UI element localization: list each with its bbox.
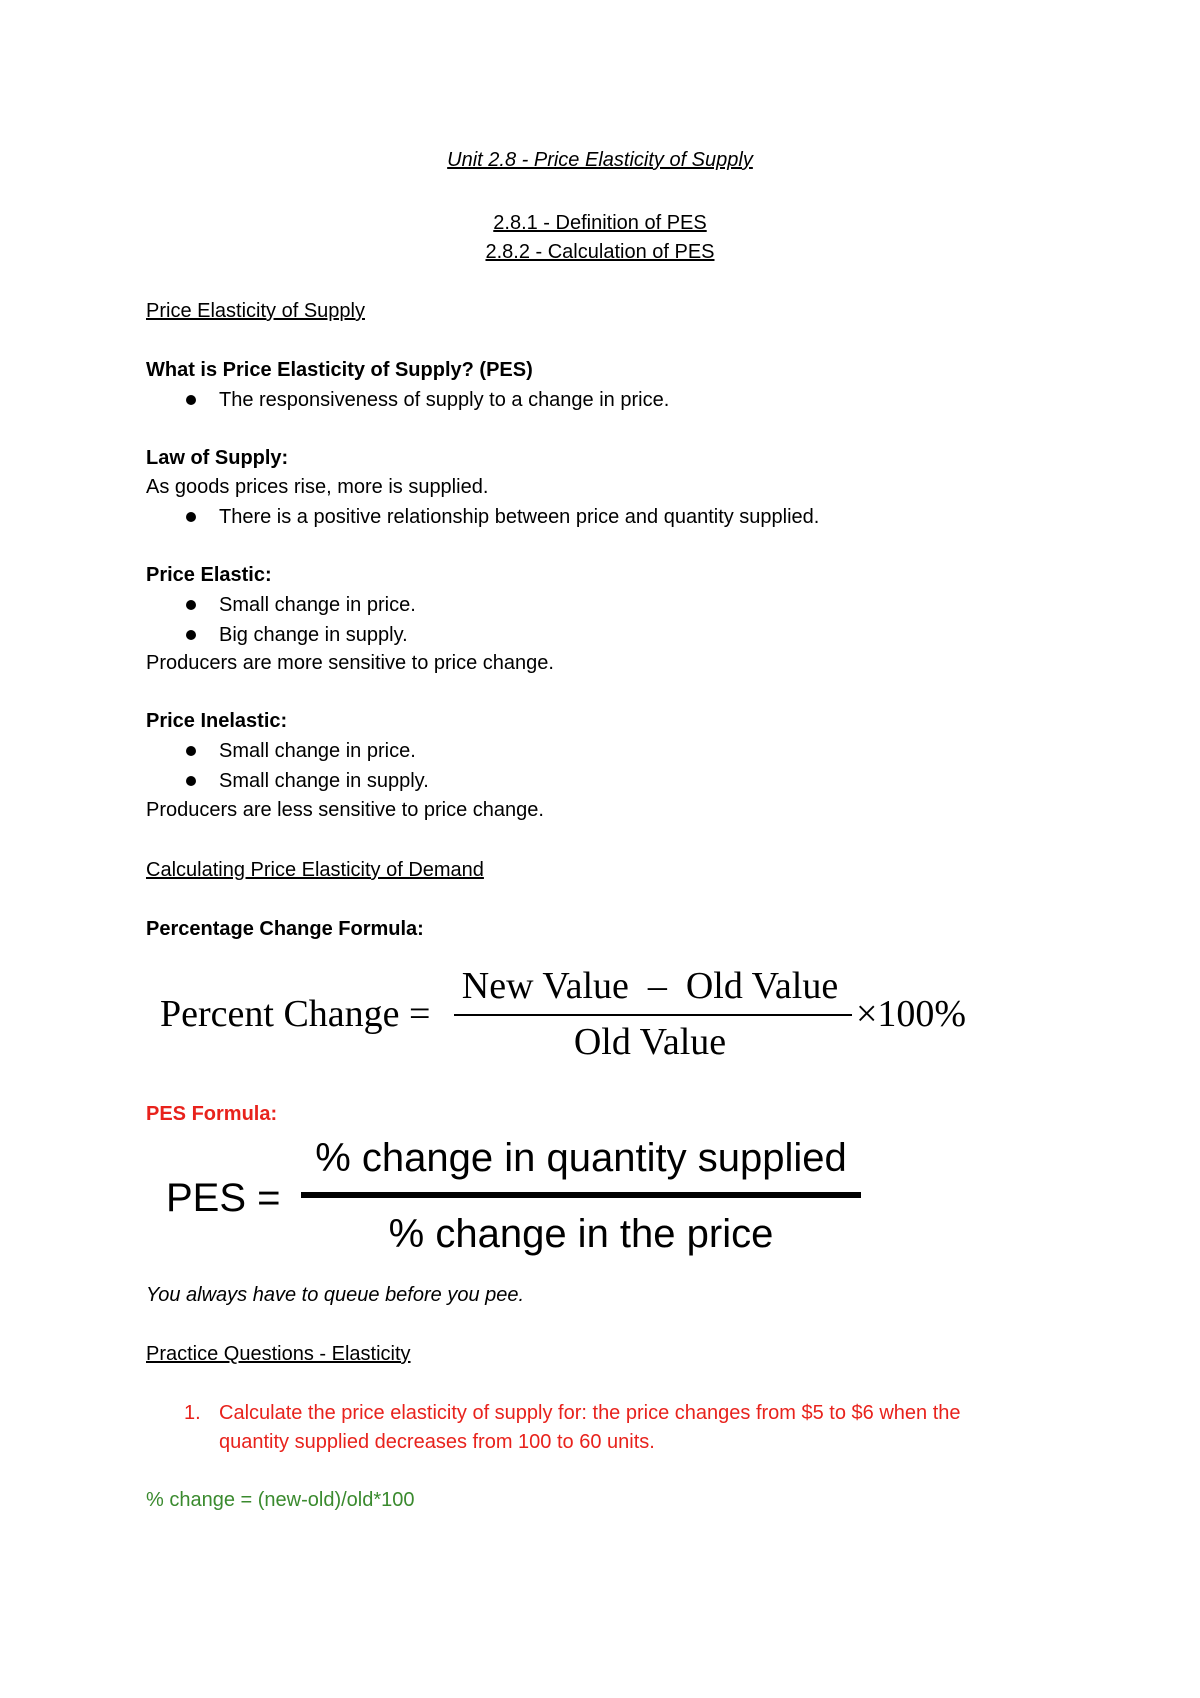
question-number: 1. xyxy=(184,1402,201,1424)
pes-formula xyxy=(166,1130,866,1260)
fraction-bar xyxy=(454,1014,852,1016)
pes-formula-heading: PES Formula: xyxy=(146,1103,278,1125)
section-heading-practice: Practice Questions - Elasticity xyxy=(146,1343,411,1365)
pes-numerator: % change in quantity supplied xyxy=(315,1136,847,1180)
formula-denominator: Old Value xyxy=(573,1021,727,1063)
question-line-2: quantity supplied decreases from 100 to 60 units. xyxy=(219,1431,655,1453)
document-title: Unit 2.8 - Price Elasticity of Supply xyxy=(447,149,753,171)
pes-denominator: % change in the price xyxy=(388,1212,774,1256)
section-heading-pes: Price Elasticity of Supply xyxy=(146,300,365,322)
pct-formula-heading: Percentage Change Formula: xyxy=(146,918,424,940)
working-formula: % change = (new-old)/old*100 xyxy=(146,1489,415,1511)
toc-item-1[interactable]: 2.8.1 - Definition of PES xyxy=(493,212,707,234)
inelastic-heading: Price Inelastic: xyxy=(146,710,288,732)
question-line-1: Calculate the price elasticity of supply for: the price changes from $5 to $6 when the xyxy=(219,1402,961,1424)
toc-item-2[interactable]: 2.8.2 - Calculation of PES xyxy=(485,241,715,263)
bullet-icon xyxy=(186,600,196,610)
inelastic-bullet-1: Small change in price. xyxy=(219,740,416,762)
law-bullet: There is a positive relationship between price and quantity supplied. xyxy=(219,506,820,528)
bullet-icon xyxy=(186,776,196,786)
formula-multiplier: ×100% xyxy=(856,993,967,1035)
law-text: As goods prices rise, more is supplied. xyxy=(146,476,489,498)
percent-change-formula xyxy=(160,960,980,1070)
bullet-icon xyxy=(186,630,196,640)
section-heading-calculating: Calculating Price Elasticity of Demand xyxy=(146,859,484,881)
inelastic-note: Producers are less sensitive to price change. xyxy=(146,799,544,821)
bullet-icon xyxy=(186,746,196,756)
what-is-heading: What is Price Elasticity of Supply? (PES) xyxy=(146,359,533,381)
law-heading: Law of Supply: xyxy=(146,447,289,469)
elastic-bullet-1: Small change in price. xyxy=(219,594,416,616)
formula-lhs: Percent Change = xyxy=(160,993,431,1035)
bullet-icon xyxy=(186,512,196,522)
what-is-bullet: The responsiveness of supply to a change in price. xyxy=(219,389,670,411)
mnemonic: You always have to queue before you pee. xyxy=(146,1284,525,1306)
elastic-note: Producers are more sensitive to price change. xyxy=(146,652,554,674)
pes-lhs: PES = xyxy=(166,1176,281,1220)
bullet-icon xyxy=(186,395,196,405)
elastic-heading: Price Elastic: xyxy=(146,564,272,586)
pes-fraction-bar xyxy=(301,1192,861,1198)
formula-numerator: New Value – Old Value xyxy=(461,965,839,1007)
inelastic-bullet-2: Small change in supply. xyxy=(219,770,429,792)
elastic-bullet-2: Big change in supply. xyxy=(219,624,408,646)
